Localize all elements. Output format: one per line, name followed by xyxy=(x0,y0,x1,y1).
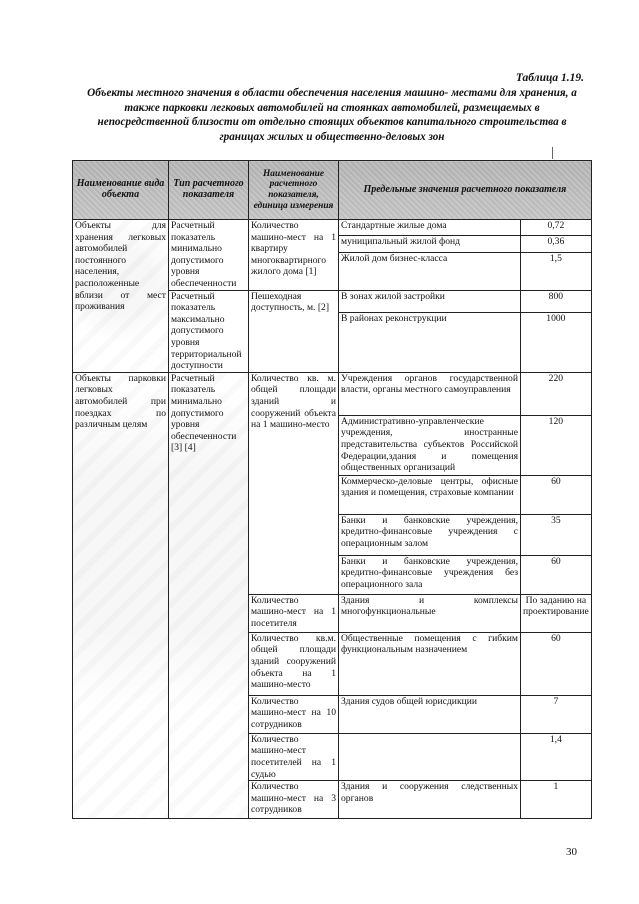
page-number: 30 xyxy=(566,846,577,858)
limit-value-cell: 220 xyxy=(521,372,592,415)
limit-description-cell: Коммерческо-деловые центры, офисные здания и помещения, страховые компании xyxy=(339,475,521,514)
limit-value-cell: 60 xyxy=(521,555,592,594)
limit-value-cell: 1 xyxy=(521,781,592,819)
unit-cell: Количество машино-мест посетителей на 1 судью xyxy=(249,733,339,780)
indicator-type-cell: Расчетный показатель минимально допустимого уровня обеспеченности [3] [4] xyxy=(169,372,249,818)
limit-description-cell: Здания судов общей юрисдикции xyxy=(339,695,521,733)
limit-value-cell: 1000 xyxy=(521,312,592,372)
margin-mark xyxy=(552,147,553,159)
unit-cell: Количество машино-мест на 1 квартиру многоквартирного жилого дома [1] xyxy=(249,220,339,291)
limit-description-cell: Общественные помещения с гибким функциональным назначением xyxy=(339,632,521,695)
header-indicator-type: Тип расчетного показателя xyxy=(169,161,249,220)
unit-cell: Количество машино-мест на 10 сотрудников xyxy=(249,695,339,733)
indicator-type-cell: Расчетный показатель максимально допустимого уровня территориальной доступности xyxy=(169,290,249,372)
unit-cell: Количество машино-мест на 3 сотрудников xyxy=(249,781,339,819)
table-row xyxy=(73,372,592,415)
limit-description-cell: Стандартные жилые дома xyxy=(339,220,521,236)
limit-value-cell: 120 xyxy=(521,415,592,475)
limit-value-cell: 1,5 xyxy=(521,252,592,290)
limit-value-cell: 0,72 xyxy=(521,220,592,236)
limit-description-cell: Банки и банковские учреждения, кредитно-финансовые учреждения с операционным залом xyxy=(339,514,521,555)
limit-value-cell: По заданию на проектирование xyxy=(521,594,592,632)
indicator-type-cell: Расчетный показатель минимально допустимого уровня обеспеченности xyxy=(169,220,249,291)
standards-table xyxy=(72,160,592,819)
limit-value-cell: 800 xyxy=(521,290,592,312)
limit-description-cell: муниципальный жилой фонд xyxy=(339,236,521,252)
header-object-type: Наименование вида объекта xyxy=(73,161,169,220)
limit-description-cell: В зонах жилой застройки xyxy=(339,290,521,312)
unit-cell: Количество кв.м. общей площади зданий сооружений объекта на 1 машино-место xyxy=(249,632,339,695)
object-name-cell: Объекты парковки легковых автомобилей при поездках по различным целям xyxy=(73,372,169,818)
limit-value-cell: 0,36 xyxy=(521,236,592,252)
object-name-cell: Объекты для хранения легковых автомобилей постоянного населения, расположенные вблизи от мест проживания xyxy=(73,220,169,373)
limit-description-cell: Жилой дом бизнес-класса xyxy=(339,252,521,290)
unit-cell: Количество кв. м. общей площади зданий и сооружений объекта на 1 машино-место xyxy=(249,372,339,594)
unit-cell: Пешеходная доступность, м. [2] xyxy=(249,290,339,372)
table-row xyxy=(73,220,592,236)
header-row xyxy=(73,161,592,220)
header-limits: Предельные значения расчетного показателя xyxy=(339,161,592,220)
table-caption: Объекты местного значения в области обеспечения населения машино- местами для хранения, а также парковки легковых автомобилей на стоянках автомобилей, размещаемых в непосредственной близости от отдельно стоящих объектов капитального строительства в границах жилых и общественно-деловых зон xyxy=(87,87,577,143)
limit-value-cell: 7 xyxy=(521,695,592,733)
unit-cell: Количество машино-мест на 1 посетителя xyxy=(249,594,339,632)
limit-description-cell: Административно-управленческие учреждения, иностранные представительства субъектов Российской Федерации,здания и помещения общественных организаций xyxy=(339,415,521,475)
limit-value-cell: 1,4 xyxy=(521,733,592,780)
header-unit: Наименование расчетного показателя, единица измерения xyxy=(249,161,339,220)
limit-value-cell: 35 xyxy=(521,514,592,555)
table-number: Таблица 1.19. xyxy=(515,72,584,84)
limit-description-cell xyxy=(339,733,521,780)
limit-description-cell: В районах реконструкции xyxy=(339,312,521,372)
limit-description-cell: Учреждения органов государственной власти, органы местного самоуправления xyxy=(339,372,521,415)
limit-description-cell: Здания и комплексы многофункциональные xyxy=(339,594,521,632)
limit-value-cell: 60 xyxy=(521,475,592,514)
limit-value-cell: 60 xyxy=(521,632,592,695)
limit-description-cell: Здания и сооружения следственных органов xyxy=(339,781,521,819)
limit-description-cell: Банки и банковские учреждения, кредитно-финансовые учреждения без операционного зала xyxy=(339,555,521,594)
